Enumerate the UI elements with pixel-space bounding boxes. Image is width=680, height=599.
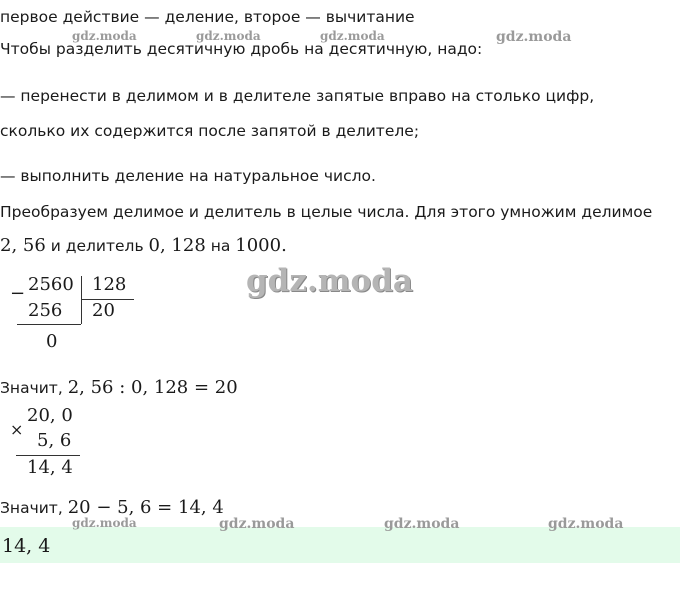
division-quotient: 20 <box>92 300 115 321</box>
division-minus-sign: − <box>10 283 26 304</box>
division-subtraction-line <box>17 324 81 325</box>
text-line-1: первое действие — деление, второе — вычитание <box>0 8 415 26</box>
multiplication-sign: × <box>10 420 24 439</box>
math-divisor: 0, 128 <box>148 235 206 256</box>
text-by: на <box>205 237 236 255</box>
rule-step-1b: сколько их содержится после запятой в делителе; <box>0 122 420 140</box>
division-dividend: 2560 <box>28 274 74 295</box>
result-2-expression: 20 − 5, 6 = 14, 4 <box>67 497 224 518</box>
division-divisor: 128 <box>92 274 127 295</box>
text-line-2: Чтобы разделить десятичную дробь на десятичную, надо: <box>0 40 483 58</box>
text-and-divisor: и делитель <box>45 237 149 255</box>
watermark-logo-large: gdz.moda <box>246 263 413 299</box>
transform-text: Преобразуем делимое и делитель в целые числа. Для этого умножим делимое <box>0 203 653 221</box>
transform-tail <box>0 235 287 256</box>
watermark-logo: gdz.moda <box>548 516 624 532</box>
result-line-2 <box>0 497 224 518</box>
rule-step-2: — выполнить деление на натуральное число. <box>0 167 376 185</box>
result-1-expression: 2, 56 : 0, 128 = 20 <box>67 377 238 398</box>
watermark-logo: gdz.moda <box>384 516 460 532</box>
watermark-logo: gdz.moda <box>219 516 295 532</box>
watermark-logo: gdz.moda <box>72 516 137 530</box>
division-remainder: 0 <box>46 331 58 352</box>
rule-step-1a: — перенести в делимом и в делителе запятые вправо на столько цифр, <box>0 87 595 105</box>
watermark-logo: gdz.moda <box>72 29 137 43</box>
result-1-prefix: Значит, <box>0 379 68 397</box>
answer-panel <box>0 527 680 563</box>
math-dividend: 2, 56 <box>0 235 46 256</box>
division-subtrahend: 256 <box>28 300 63 321</box>
watermark-logo: gdz.moda <box>496 29 572 45</box>
multiplication-bottom: 5, 6 <box>37 430 72 451</box>
multiplication-line <box>16 455 80 456</box>
result-line-1 <box>0 377 238 398</box>
answer-value: 14, 4 <box>2 535 51 557</box>
result-2-prefix: Значит, <box>0 499 68 517</box>
watermark-logo: gdz.moda <box>196 29 261 43</box>
watermark-logo: gdz.moda <box>320 29 385 43</box>
multiplication-top: 20, 0 <box>27 405 73 426</box>
division-vertical-line <box>81 276 82 324</box>
math-thousand: 1000. <box>235 235 287 256</box>
multiplication-result: 14, 4 <box>27 457 73 478</box>
